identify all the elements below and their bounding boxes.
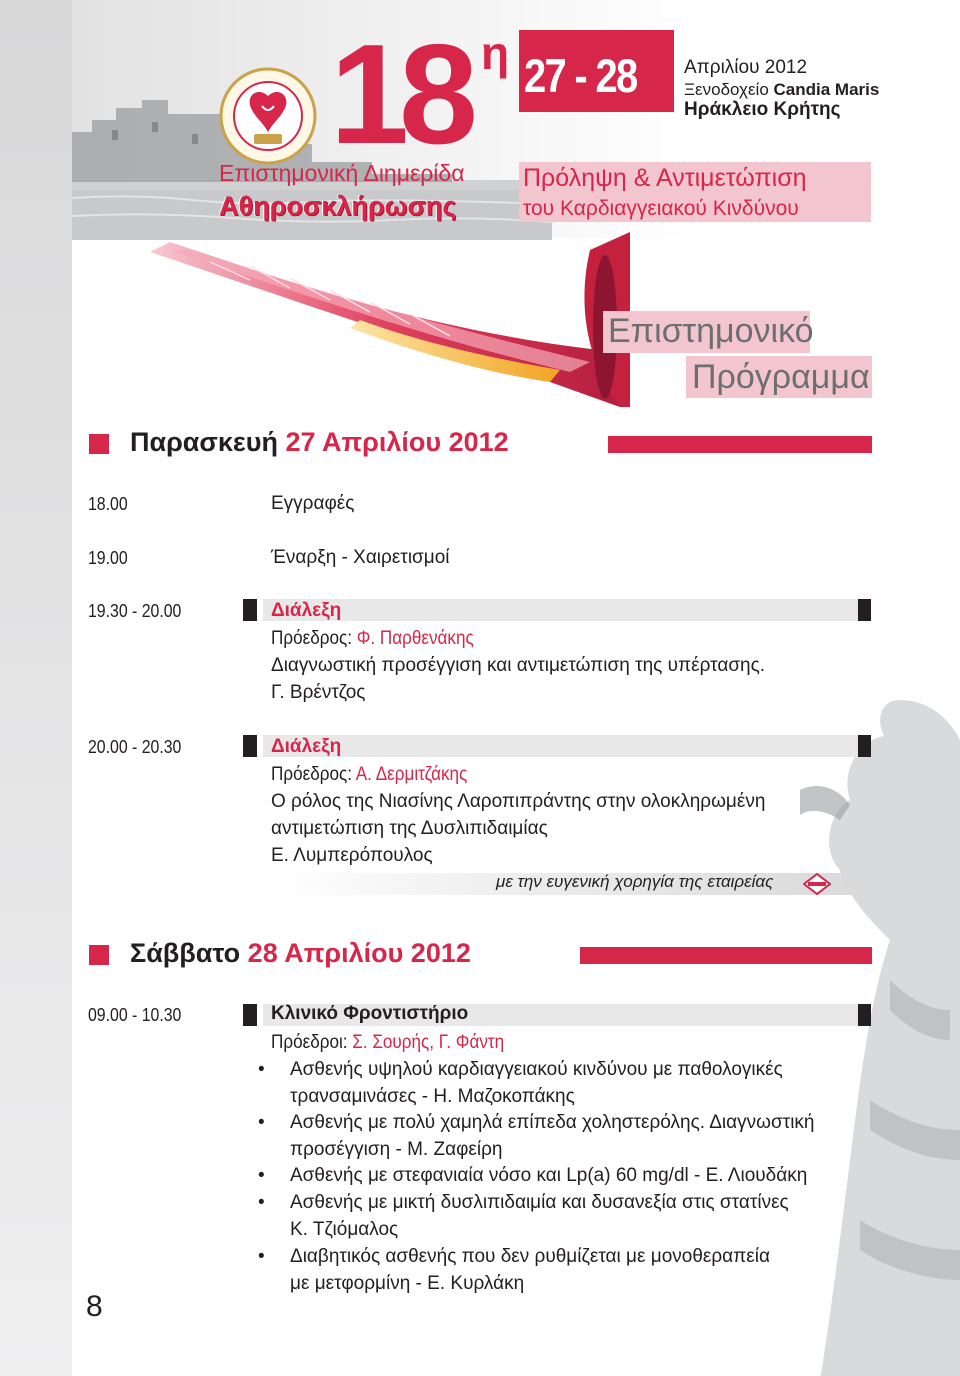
day1-rule	[608, 436, 872, 453]
event-title-line1: Επιστημονική Διημερίδα	[219, 160, 465, 186]
edition-number: 18	[330, 15, 468, 174]
theme-line2: του Καρδιαγγειακού Κινδύνου	[523, 197, 799, 220]
topic3-speaker: Ε. Λιουδάκη	[705, 1165, 808, 1186]
lecture2-topic-line1: Ο ρόλος της Νιασίνης Λαροπιπράντης στην ολοκληρωμένη	[271, 791, 766, 812]
lecture2-time: 20.00 - 20.30	[88, 737, 182, 757]
theme-line1: Πρόληψη & Αντιμετώπιση	[523, 164, 807, 192]
program-title-line2: Πρόγραμμα	[692, 358, 870, 396]
society-seal-logo	[218, 66, 318, 166]
topic3-text: Ασθενής με στεφανιαία νόσο και Lp(a) 60 mg/dl -	[290, 1165, 706, 1186]
topic1-line2-text: τρανσαμινάσες -	[290, 1086, 434, 1107]
bullet: •	[258, 1059, 265, 1080]
chairs-names: Σ. Σουρής, Γ. Φάντη	[352, 1032, 505, 1053]
bullet: •	[258, 1246, 265, 1267]
topic2-line1: Ασθενής με πολύ χαμηλά επίπεδα χοληστερόλης. Διαγνωστική	[290, 1112, 815, 1133]
topic3-line1	[290, 1165, 807, 1187]
day2-heading	[130, 938, 471, 969]
chair-label: Πρόεδρος:	[271, 628, 352, 649]
event-dates: 27 - 28	[524, 49, 637, 102]
item-title: Εγγραφές	[271, 493, 355, 514]
lecture2-topic-line2: αντιμετώπιση της Δυσλιπιδαιμίας	[271, 818, 548, 839]
lecture1-topic: Διαγνωστική προσέγγιση και αντιμετώπιση της υπέρτασης.	[271, 655, 766, 676]
topic4-line1: Ασθενής με μικτή δυσλιπιδαιμία και δυσανεξία στις στατίνες	[290, 1192, 789, 1213]
hotel-line	[684, 80, 879, 100]
left-grey-band	[0, 0, 72, 1376]
lecture1-title: Διάλεξη	[271, 600, 342, 621]
lecture1-speaker: Γ. Βρέντζος	[271, 682, 366, 703]
event-title-line2: Αθηροσκλήρωσης	[219, 191, 457, 221]
session-time: 09.00 - 10.30	[88, 1005, 182, 1025]
chair-name: Φ. Παρθενάκης	[356, 628, 474, 649]
day2-rule	[580, 947, 872, 964]
session-left-tick	[243, 1004, 257, 1026]
day1-heading	[130, 427, 509, 458]
month-year: Απριλίου 2012	[684, 57, 808, 78]
item-title: Έναρξη - Χαιρετισμοί	[271, 547, 450, 568]
session-chairs	[271, 1032, 504, 1054]
sponsor-text: με την ευγενική χορηγία της εταιρείας	[496, 872, 774, 891]
lecture2-chair	[271, 764, 467, 786]
item-time: 18.00	[88, 494, 128, 514]
lecture2-title: Διάλεξη	[271, 736, 342, 757]
day1-marker-square	[89, 434, 109, 454]
lecture1-time: 19.30 - 20.00	[88, 601, 182, 621]
lecture2-left-tick	[243, 735, 257, 757]
day2-weekday: Σάββατο	[130, 938, 241, 968]
lecture2-speaker: Ε. Λυμπερόπουλος	[271, 845, 433, 866]
chair-name: Α. Δερμιτζάκης	[355, 764, 468, 785]
topic2-line2	[290, 1139, 502, 1161]
sponsor-logo-icon	[803, 873, 831, 895]
city: Ηράκλειο Κρήτης	[684, 99, 841, 120]
day2-date: 28 Απριλίου 2012	[247, 938, 471, 968]
topic1-speaker: Η. Μαζοκοπάκης	[433, 1086, 575, 1107]
day1-date: 27 Απριλίου 2012	[285, 427, 509, 457]
topic4-speaker: Κ. Τζιόμαλος	[290, 1219, 399, 1240]
topic1-line2	[290, 1086, 575, 1108]
goddess-statue-image	[780, 680, 960, 1376]
topic5-line2	[290, 1273, 524, 1295]
topic1-line1: Ασθενής υψηλού καρδιαγγειακού κινδύνου με παθολογικές	[290, 1059, 783, 1080]
lecture1-bar	[263, 599, 870, 621]
hotel-name: Candia Maris	[773, 80, 880, 99]
lecture1-chair	[271, 628, 474, 650]
page-number: 8	[86, 1290, 103, 1323]
lecture1-right-tick	[858, 599, 871, 621]
session-title: Κλινικό Φροντιστήριο	[271, 1003, 469, 1024]
edition-suffix: η	[481, 27, 510, 79]
lecture2-right-tick	[858, 735, 871, 757]
topic5-speaker: Ε. Κυρλάκη	[427, 1273, 525, 1294]
chairs-label: Πρόεδροι:	[271, 1032, 348, 1053]
lecture2-bar	[263, 735, 870, 757]
lecture1-left-tick	[243, 599, 257, 621]
hotel-prefix: Ξενοδοχείο	[684, 80, 769, 99]
topic5-line2-text: με μετφορμίνη -	[290, 1273, 428, 1294]
item-time: 19.00	[88, 548, 128, 568]
program-title-line1: Επιστημονικό	[608, 312, 814, 350]
day2-marker-square	[89, 945, 109, 965]
bullet: •	[258, 1112, 265, 1133]
bullet: •	[258, 1192, 265, 1213]
bullet: •	[258, 1165, 265, 1186]
chair-label: Πρόεδρος:	[271, 764, 352, 785]
topic2-speaker: Μ. Ζαφείρη	[407, 1139, 503, 1160]
artery-illustration	[150, 232, 630, 422]
session-right-tick	[858, 1004, 871, 1026]
topic2-line2-text: προσέγγιση -	[290, 1139, 408, 1160]
topic5-line1: Διαβητικός ασθενής που δεν ρυθμίζεται με μονοθεραπεία	[290, 1246, 770, 1267]
day1-weekday: Παρασκευή	[130, 427, 278, 457]
